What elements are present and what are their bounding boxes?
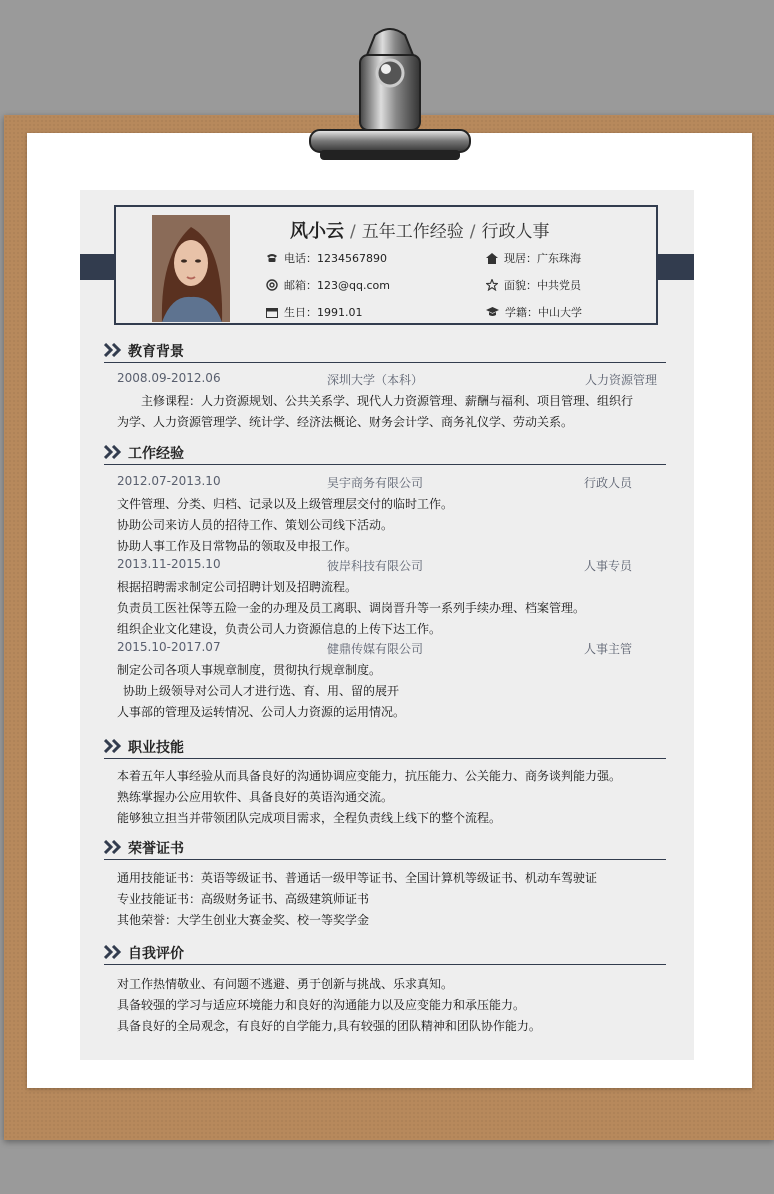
- job-duty: 制定公司各项人事规章制度，贯彻执行规章制度。: [117, 663, 382, 677]
- job-entry: 2012.07-2013.10 昊宇商务有限公司 行政人员: [117, 474, 632, 490]
- job-duty: 组织企业文化建设，负责公司人力资源信息的上传下达工作。: [117, 622, 442, 636]
- job-entry: 2015.10-2017.07 健鼎传媒有限公司 人事主管: [117, 640, 632, 656]
- evaluation-line: 对工作热情敬业、有问题不逃避、勇于创新与挑战、乐求真知。: [117, 977, 454, 991]
- skill-line: 熟练掌握办公应用软件、具备良好的英语沟通交流。: [117, 790, 394, 804]
- section-education-title: 教育背景: [104, 340, 666, 363]
- skill-line: 能够独立担当并带领团队完成项目需求，全程负责线上线下的整个流程。: [117, 811, 502, 825]
- job-duty: 协助公司来访人员的招待工作、策划公司线下活动。: [117, 518, 394, 532]
- skill-line: 本着五年人事经验从而具备良好的沟通协调应变能力，抗压能力、公关能力、商务谈判能力强。: [117, 769, 622, 783]
- job-duty: 根据招聘需求制定公司招聘计划及招聘流程。: [117, 580, 358, 594]
- name-line: [290, 217, 549, 243]
- separator: /: [350, 222, 356, 242]
- education-entry: 2008.09-2012.06 深圳大学（本科） 人力资源管理: [117, 371, 657, 387]
- section-work-title: 工作经验: [104, 442, 666, 465]
- double-chevron-icon: [104, 739, 122, 753]
- double-chevron-icon: [104, 945, 122, 959]
- birth-info: 生日：1991.01: [266, 304, 363, 320]
- binder-clip-icon: [305, 25, 475, 175]
- job-entry: 2013.11-2015.10 彼岸科技有限公司 人事专员: [117, 557, 632, 573]
- job-duty: 协助人事工作及日常物品的领取及申报工作。: [117, 539, 358, 553]
- profile-header: [114, 205, 658, 325]
- name: 风小云: [290, 221, 344, 242]
- section-honors-title: 荣誉证书: [104, 837, 666, 860]
- left-accent-bar: [80, 254, 114, 280]
- graduation-cap-icon: [486, 307, 499, 317]
- double-chevron-icon: [104, 445, 122, 459]
- honor-line: 专业技能证书：高级财务证书、高级建筑师证书: [117, 892, 370, 906]
- email-info: 邮箱：123@qq.com: [266, 277, 390, 293]
- honor-line: 通用技能证书：英语等级证书、普通话一级甲等证书、全国计算机等级证书、机动车驾驶证: [117, 871, 598, 885]
- job-duty: 人事部的管理及运转情况、公司人力资源的运用情况。: [117, 705, 406, 719]
- calendar-icon: [266, 307, 278, 318]
- double-chevron-icon: [104, 840, 122, 854]
- residence-info: 现居：广东珠海: [486, 250, 581, 266]
- job-duty: 负责员工医社保等五险一金的办理及员工离职、调岗晋升等一系列手续办理、档案管理。: [117, 601, 586, 615]
- double-chevron-icon: [104, 343, 122, 357]
- honor-line: 其他荣誉：大学生创业大赛金奖、校一等奖学金: [117, 913, 370, 927]
- courses-line: 主修课程：人力资源规划、公共关系学、现代人力资源管理、薪酬与福利、项目管理、组织行: [141, 394, 634, 408]
- separator: /: [469, 222, 476, 242]
- star-icon: [486, 279, 498, 291]
- job-duty: 文件管理、分类、归档、记录以及上级管理层交付的临时工作。: [117, 497, 454, 511]
- job-duty: 协助上级领导对公司人才进行选、育、用、留的展开: [123, 684, 400, 698]
- evaluation-line: 具备良好的全局观念，有良好的自学能力,具有较强的团队精神和团队协作能力。: [117, 1019, 541, 1033]
- evaluation-line: 具备较强的学习与适应环境能力和良好的沟通能力以及应变能力和承压能力。: [117, 998, 526, 1012]
- section-skills-title: 职业技能: [104, 736, 666, 759]
- profile-photo: [152, 215, 230, 322]
- job-title: 行政人事: [481, 222, 550, 242]
- at-icon: [266, 279, 278, 291]
- home-icon: [486, 253, 498, 264]
- right-accent-bar: [658, 254, 694, 280]
- section-evaluation-title: 自我评价: [104, 942, 666, 965]
- courses-line: 为学、人力资源管理学、统计学、经济法概论、财务会计学、商务礼仪学、劳动关系。: [117, 415, 574, 429]
- experience: 五年工作经验: [361, 222, 464, 242]
- phone-info: 电话：1234567890: [266, 250, 387, 266]
- school-info: 学籍：中山大学: [486, 304, 582, 320]
- phone-icon: [266, 253, 278, 263]
- political-info: 面貌：中共党员: [486, 277, 581, 293]
